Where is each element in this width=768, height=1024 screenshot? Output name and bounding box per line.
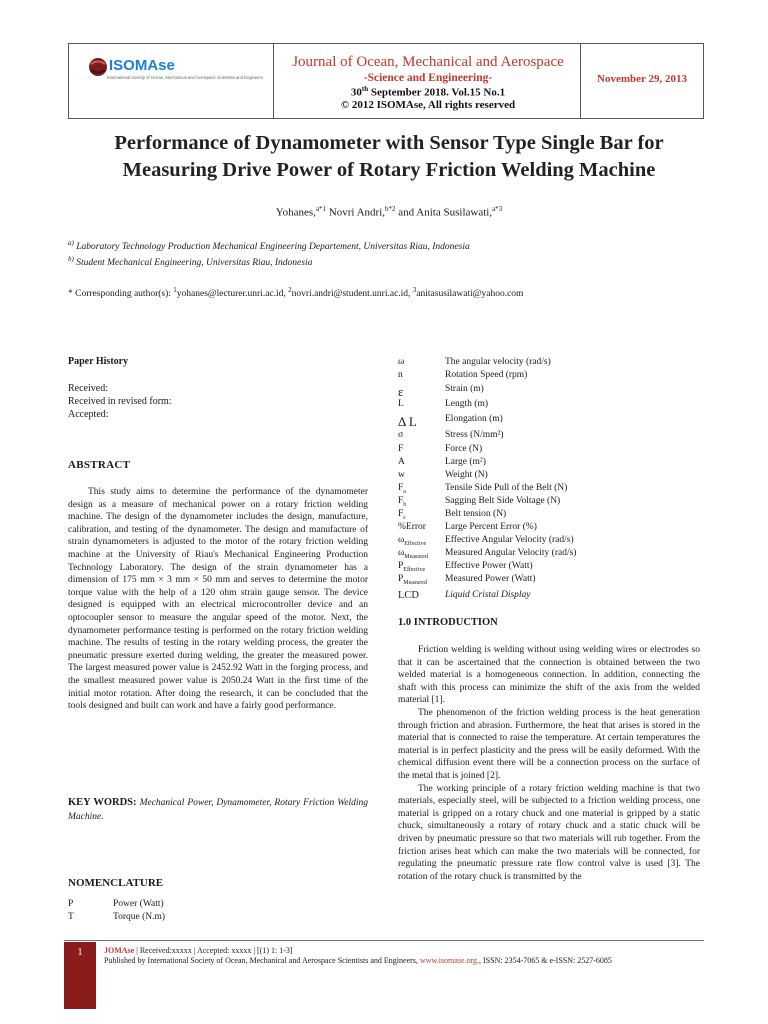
nomenclature-row: A Large (m²): [398, 457, 486, 467]
abstract-heading: ABSTRACT: [68, 459, 131, 471]
nomenclature-heading: NOMENCLATURE: [68, 877, 164, 889]
logo-subtitle: International Society of Ocean, Mechanical and Aerospace Scientists and Engineers: [107, 75, 263, 80]
nomenclature-row: $\omega_{Measured}$ Measured Angular Velocity (rad/s): [398, 548, 577, 560]
nomenclature-row: L Length (m): [398, 399, 489, 409]
nomenclature-row: n Rotation Speed (rpm): [398, 370, 528, 380]
abstract-body: [68, 486, 368, 713]
footer-meta: JOMAse | Received:xxxxx | Accepted: xxxxx | [(1) 1: 1-3]: [104, 946, 293, 955]
accepted-label: Accepted:: [68, 409, 109, 420]
journal-url-link[interactable]: www.isomase.org: [419, 956, 478, 965]
intro-paragraph: The phenomenon of the friction welding process is the heat generation through friction and abrasion. Furthermore, the heat that arises is stored in the material that is connected to raise the temperature. At certain temperatures the material is in perfect plasticity and the press will be easily deformed. With the chemical diffusion event there will be a connection process on the surface of the metal that is joined [2].: [398, 707, 700, 781]
affiliation-b: $^{b)}$ Student Mechanical Engineering, Universitas Riau, Indonesia: [68, 255, 313, 269]
nomenclature-row: $P_{Measured}$ Measured Power (Watt): [398, 574, 536, 586]
date-cell: [580, 44, 703, 118]
nomenclature-row: ω The angular velocity (rad/s): [398, 357, 551, 367]
introduction-heading: 1.0 INTRODUCTION: [398, 617, 498, 628]
journal-header: [68, 43, 704, 119]
title-line-2: Measuring Drive Power of Rotary Friction Welding Machine: [122, 159, 656, 181]
publication-date: November 29, 2013: [597, 73, 687, 85]
footer-publisher: Published by International Society of Ocean, Mechanical and Aerospace Scientists and Engineers, www.isomase.org., ISSN: 2354-7065 & e-ISSN: 2527-6085: [104, 956, 612, 965]
nomenclature-row: %Error Large Percent Error (%): [398, 522, 537, 532]
email-2[interactable]: novri.andri@student.unri.ac.id,: [291, 289, 413, 300]
corresponding-authors: * Corresponding author(s): $^1$yohanes@lecturer.unri.ac.id, $^2$novri.andri@student.unri.ac.id, $^3$anitasusilawati@yahoo.com: [68, 286, 524, 300]
nomenclature-row: LCD Liquid Cristal Display: [398, 590, 531, 601]
affiliation-a: $^{a)}$ Laboratory Technology Production Mechanical Engineering Departement, Universitas Riau, Indonesia: [68, 239, 470, 253]
nomenclature-row: $\omega_{Effective}$ Effective Angular Velocity (rad/s): [398, 535, 574, 547]
email-3[interactable]: anitasusilawati@yahoo.com: [416, 289, 524, 300]
nomenclature-row: $F_a$ Tensile Side Pull of the Belt (N): [398, 483, 568, 495]
received-label: Received:: [68, 383, 108, 394]
issue-info: 30th September 2018. Vol.15 No.1: [350, 85, 506, 99]
nomenclature-row: w Weight (N): [398, 470, 488, 480]
globe-logo-icon: [87, 56, 109, 78]
intro-paragraph: Friction welding is welding without using welding wires or electrodes so that it can be ascertained that the connection is obtained between the two welded material is a homogeneous connection. In addition, connecting the shaft with this process can minimize the shift of the axis from the welded material [1].: [398, 645, 700, 706]
title-line-1: Performance of Dynamometer with Sensor Type Single Bar for: [114, 132, 664, 154]
footer-rule: [64, 940, 704, 941]
paper-title: [64, 130, 714, 184]
nomenclature-row: Δ L Elongation (m): [398, 414, 503, 429]
revised-label: Received in revised form:: [68, 396, 172, 407]
email-1[interactable]: yohanes@lecturer.unri.ac.id,: [176, 289, 289, 300]
nomenclature-row: $F_b$ Sagging Belt Side Voltage (N): [398, 496, 561, 508]
page-number: 1: [77, 947, 83, 958]
copyright: © 2012 ISOMAse, All rights reserved: [340, 99, 516, 111]
keywords: KEY WORDS: Mechanical Power, Dynamometer, Rotary Friction Welding Machine.: [68, 797, 369, 822]
nomenclature-row: $F_c$ Belt tension (N): [398, 509, 507, 521]
nomenclature-row: σ Stress (N/mm²): [398, 430, 504, 440]
journal-name: Journal of Ocean, Mechanical and Aerospace: [292, 54, 564, 70]
intro-paragraph: The working principle of a rotary friction welding machine is that two materials, especially steel, will be subjected to a friction welding process, one material is gripped on a rotary chuck and one material is gripped by a static chuck, simultaneously a rotary of rotary chuck and a static chuck will be driven by pneumatic pressure so that two materials will rub together. From the friction arises heat which can make the two materials will be connected, for regulating the pneumatic pressure rate flow control valve is used [3]. The rotation of the rotary chuck is transmitted by the: [398, 783, 700, 882]
author-list: Yohanes,$^{a*1}$ Novri Andri,$^{b*2}$ and Anita Susilawati,$^{a*3}$: [275, 205, 503, 219]
paper-history-heading: Paper History: [68, 356, 129, 367]
logo-cell: [69, 44, 274, 118]
introduction-body: [398, 644, 700, 883]
logo-text: ISOMAse: [109, 57, 175, 74]
nomenclature-row: $P_{Effective}$ Effective Power (Watt): [398, 561, 533, 573]
journal-subtitle: -Science and Engineering-: [363, 72, 493, 84]
nomenclature-row: ε Strain (m): [398, 384, 484, 399]
abstract-text: This study aims to determine the performance of the dynamometer design as a measure of mechanical power on a rotary friction welding machine. The design of the dynamometer includes the design, manufacture, calibration, and testing of the dynamometer. The design and manufacture of strain dynamometers is adjusted to the motor of the rotary friction welding machine at the University of Riau's Mechanical Engineering Production Technology Laboratory. The design of the strain dynamometer has a dimension of 175 mm × 3 mm × 50 mm and serves to determine the motor torque value with the help of a 120 ohm strain gauge sensor. The device designed is equipped with an electrical microcontroller device and an optocoupler sensor to measure the angular speed of the motor. Next, the dynamometer performance testing is performed on the rotary friction welding machine. The results of testing in the rotary welding process, the greater the pneumatic pressure exerted during welding, the greater the measured power. The largest measured power value is 2452.92 Watt in the forging process, and the smallest measured power value is 2050.24 Watt in the first time of the initial motor rotation. After doing the research, it can be concluded that the tools designed and built can work and have a fairly good performance.: [68, 487, 368, 712]
nomenclature-row: F Force (N): [398, 444, 483, 454]
